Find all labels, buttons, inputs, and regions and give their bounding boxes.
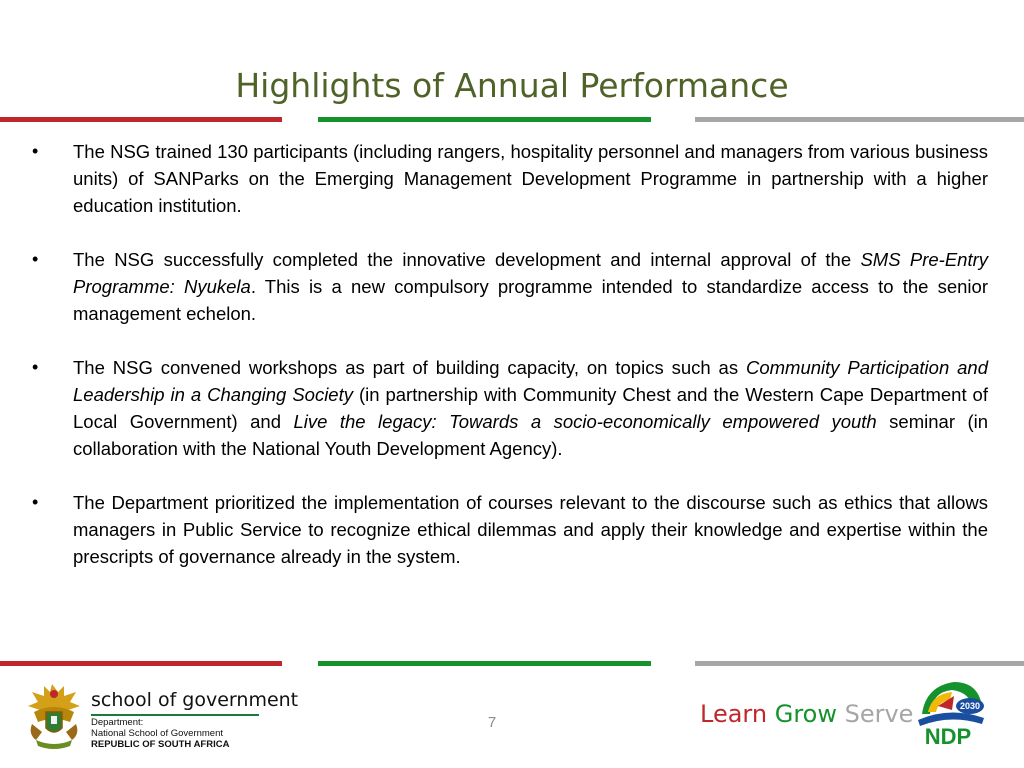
bullet-text: The NSG trained 130 participants (including rangers, hospitality personnel and managers from various business units) of SANParks on the Emerging Management Development Programme in partnership with a higher education institution. — [73, 141, 988, 216]
dept-line-1: Department: — [91, 717, 144, 728]
bullet-text-italic: Community Participation and Leadership in a Changing Society — [73, 357, 988, 405]
page-number: 7 — [487, 714, 497, 731]
org-department — [91, 717, 229, 750]
bullet-dot-icon: • — [32, 249, 39, 269]
bullet-text: The NSG successfully completed the innovative development and internal approval of the — [73, 249, 861, 270]
org-name-underline — [91, 714, 259, 716]
bottom-divider-grey — [695, 661, 1024, 666]
bullet-text: (in partnership with Community Chest and the Western Cape Department of Local Government) and — [73, 384, 988, 432]
top-divider-green — [318, 117, 651, 122]
bullet-text: The Department prioritized the implementation of courses relevant to the discourse such as ethics that allows managers in Public Service to recognize ethical dilemmas and apply their knowledge and expertise within the prescripts of governance already in the system. — [73, 492, 988, 567]
bullet-item — [32, 246, 988, 327]
bottom-divider-green — [318, 661, 651, 666]
bullet-text: The NSG convened workshops as part of building capacity, on topics such as — [73, 357, 746, 378]
ndp-logo-icon — [914, 676, 986, 748]
ndp-year: 2030 — [959, 701, 981, 711]
bullet-dot-icon: • — [32, 141, 39, 161]
ndp-label: NDP — [924, 724, 972, 748]
bullet-list — [32, 138, 988, 597]
bullet-item — [32, 138, 988, 219]
bullet-dot-icon: • — [32, 357, 39, 377]
dept-country: REPUBLIC OF SOUTH AFRICA — [91, 739, 230, 750]
bullet-dot-icon: • — [32, 492, 39, 512]
bullet-item — [32, 354, 988, 462]
slide-title: Highlights of Annual Performance — [235, 66, 789, 105]
top-divider-red — [0, 117, 282, 122]
dept-line-2: National School of Government — [91, 728, 224, 739]
tagline-grow: Grow — [774, 700, 837, 728]
bullet-text: . This is a new compulsory programme intended to standardize access to the senior management echelon. — [73, 276, 988, 324]
tagline-learn: Learn — [700, 700, 768, 728]
bottom-divider-red — [0, 661, 282, 666]
bullet-item — [32, 489, 988, 570]
tagline-serve: Serve — [844, 700, 914, 728]
bullet-text-italic: SMS Pre-Entry Programme: Nyukela — [73, 249, 989, 297]
bullet-text-italic: Live the legacy: Towards a socio-economically empowered youth — [293, 411, 877, 432]
org-name: school of government — [91, 689, 299, 711]
tagline — [700, 700, 913, 728]
bullet-text: seminar (in collaboration with the National Youth Development Agency). — [73, 411, 989, 459]
top-divider-grey — [695, 117, 1024, 122]
